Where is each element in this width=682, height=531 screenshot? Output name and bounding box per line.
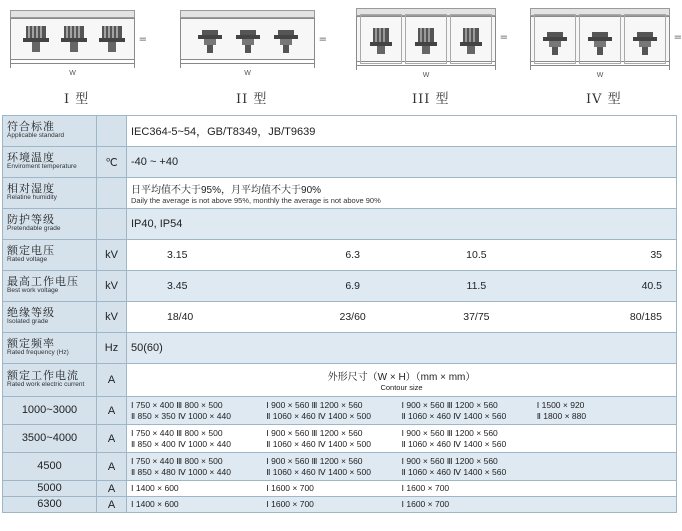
row-value: IEC364-5~54，GB/T8349，JB/T9639	[127, 116, 677, 147]
type-label-2: II 型	[236, 92, 268, 107]
type-label-4: IV 型	[586, 92, 622, 107]
row-value: 3.15 6.3 10.5 35	[127, 240, 677, 271]
spec-row	[3, 240, 677, 271]
current-label: 4500	[3, 453, 97, 481]
cabinet-type-2-drawing: W =	[180, 10, 315, 68]
size-values: Ⅰ 750 × 440 Ⅲ 800 × 500 Ⅱ 850 × 400 Ⅳ 1000 × 440 Ⅰ 900 × 560 Ⅲ 1200 × 560 Ⅱ 1060 × 460 Ⅳ 1400 × 500 Ⅰ 900 × 560 Ⅲ 1200 × 560 Ⅱ 1060 × 460 Ⅳ 1400 × 560	[127, 425, 677, 453]
row-label: 额定工作电流 Rated work electric current	[3, 364, 97, 397]
row-unit: kV	[97, 271, 127, 302]
spec-table	[2, 115, 677, 513]
row-label: 额定电压 Rated voltage	[3, 240, 97, 271]
row-value: 3.45 6.9 11.5 40.5	[127, 271, 677, 302]
cabinet-type-1-drawing: W =	[10, 10, 135, 68]
row-unit: kV	[97, 302, 127, 333]
row-unit: Hz	[97, 333, 127, 364]
row-label: 防护等级 Pretendable grade	[3, 209, 97, 240]
row-label: 环境温度 Enviroment temperature	[3, 147, 97, 178]
row-value: IP40, IP54	[127, 209, 677, 240]
cabinet-type-4-drawing: W =	[530, 8, 670, 70]
current-row	[3, 497, 677, 513]
current-row	[3, 453, 677, 481]
spec-row	[3, 271, 677, 302]
current-row	[3, 425, 677, 453]
row-label: 额定频率 Rated frequency (Hz)	[3, 333, 97, 364]
size-values: Ⅰ 750 × 400 Ⅲ 800 × 500 Ⅱ 850 × 350 Ⅳ 1000 × 440 Ⅰ 900 × 560 Ⅲ 1200 × 560 Ⅱ 1060 × 460 Ⅳ 1400 × 500 Ⅰ 900 × 560 Ⅲ 1200 × 560 Ⅱ 1060 × 460 Ⅳ 1400 × 560 Ⅰ 1500 × 920 Ⅱ 1800 × 880	[127, 397, 677, 425]
spec-row	[3, 147, 677, 178]
row-value: 50(60)	[127, 333, 677, 364]
cabinet-drawings	[0, 0, 682, 112]
row-value: 18/40 23/60 37/75 80/185	[127, 302, 677, 333]
row-unit	[97, 209, 127, 240]
row-label: 最高工作电压 Best work voltage	[3, 271, 97, 302]
row-unit	[97, 116, 127, 147]
spec-row	[3, 333, 677, 364]
size-values: Ⅰ 750 × 440 Ⅲ 800 × 500 Ⅱ 850 × 480 Ⅳ 1000 × 440 Ⅰ 900 × 560 Ⅲ 1200 × 560 Ⅱ 1060 × 460 Ⅳ 1400 × 500 Ⅰ 900 × 560 Ⅲ 1200 × 560 Ⅱ 1060 × 460 Ⅳ 1400 × 560	[127, 453, 677, 481]
current-label: 5000	[3, 481, 97, 497]
current-label: 1000~3000	[3, 397, 97, 425]
row-unit	[97, 178, 127, 209]
type-label-3: III 型	[412, 92, 450, 107]
row-label: 绝缘等级 Isolated grade	[3, 302, 97, 333]
row-unit: ℃	[97, 147, 127, 178]
current-row	[3, 481, 677, 497]
spec-row	[3, 209, 677, 240]
row-value: 外形尺寸（W × H）（mm × mm） Contour size	[127, 364, 677, 397]
spec-row	[3, 116, 677, 147]
row-unit: A	[97, 397, 127, 425]
current-row	[3, 397, 677, 425]
type-label-1: I 型	[64, 92, 90, 107]
row-unit: A	[97, 364, 127, 397]
spec-row	[3, 302, 677, 333]
current-label: 6300	[3, 497, 97, 513]
spec-row	[3, 178, 677, 209]
row-unit: A	[97, 481, 127, 497]
size-values: Ⅰ 1400 × 600 Ⅰ 1600 × 700 Ⅰ 1600 × 700	[127, 481, 677, 497]
row-value: 日平均值不大于95%，月平均值不大于90% Daily the average is not above 95%, monthly the average is not above 90%	[127, 178, 677, 209]
size-values: Ⅰ 1400 × 600 Ⅰ 1600 × 700 Ⅰ 1600 × 700	[127, 497, 677, 513]
row-unit: A	[97, 453, 127, 481]
current-label: 3500~4000	[3, 425, 97, 453]
row-unit: kV	[97, 240, 127, 271]
row-label: 符合标准 Applicable standard	[3, 116, 97, 147]
cabinet-type-3-drawing: W =	[356, 8, 496, 70]
row-label: 相对湿度 Relatine humidity	[3, 178, 97, 209]
row-value: -40 ~ +40	[127, 147, 677, 178]
row-unit: A	[97, 425, 127, 453]
spec-row	[3, 364, 677, 397]
row-unit: A	[97, 497, 127, 513]
